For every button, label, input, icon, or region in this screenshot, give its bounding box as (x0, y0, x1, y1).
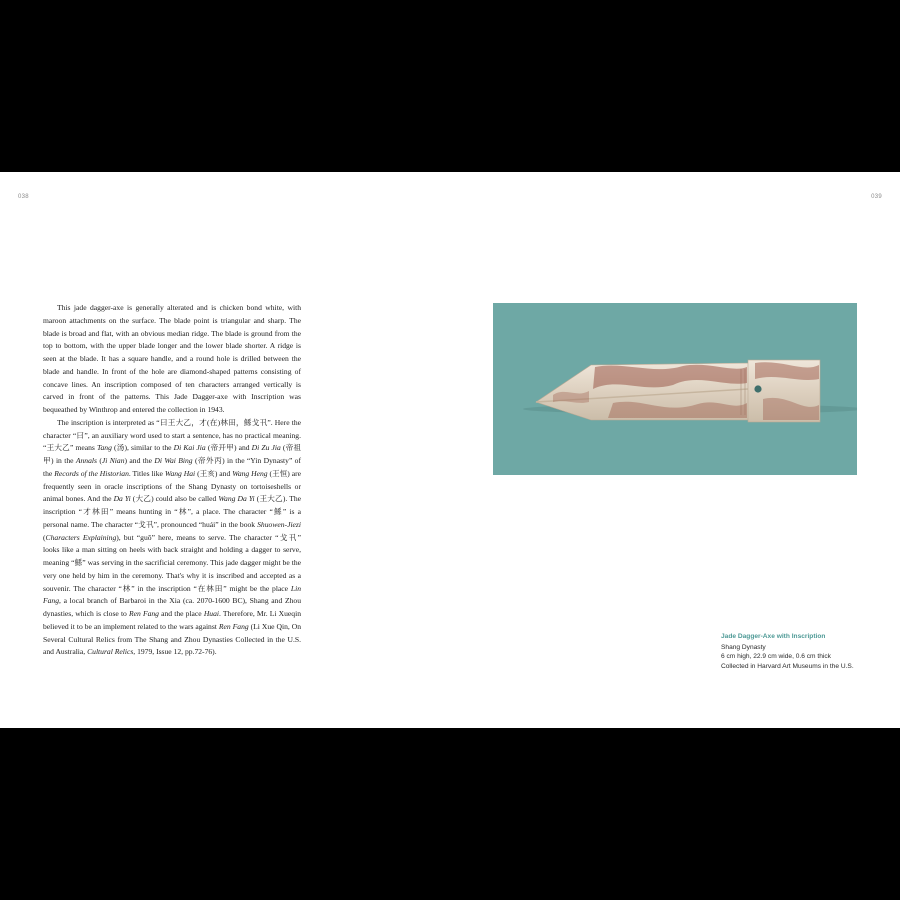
artifact-photo (493, 303, 857, 475)
caption-title: Jade Dagger-Axe with Inscription (721, 633, 826, 640)
body-text (43, 302, 301, 659)
left-page-number: 038 (18, 194, 29, 200)
caption-dimensions: 6 cm high, 22.9 cm wide, 0.6 cm thick (721, 653, 831, 661)
right-page-number: 039 (871, 194, 882, 200)
caption-dynasty: Shang Dynasty (721, 643, 766, 651)
book-spread (0, 172, 900, 728)
jade-dagger-axe-image (493, 303, 857, 475)
caption-collection: Collected in Harvard Art Museums in the U.S. (721, 662, 854, 670)
photo-caption (721, 632, 881, 671)
paragraph-description: This jade dagger-axe is generally alterated and is chicken bond white, with maroon attachments on the surface. The blade point is triangular and sharp. The blade is broad and flat, with an obvious median ridge. The blade is ground from the top to bottom, with the upper blade longer and the lower blade shorter. A ridge is seen at the blade. It has a square handle, and a round hole is drilled between the blade and handle. In front of the hole are diamond-shaped patterns consisting of concave lines. An inscription composed of ten characters arranged vertically is carved in front of the patterns. This Jade Dagger-axe with Inscription was bequeathed by Winthrop and entered the collection in 1943. (43, 303, 301, 414)
paragraph-inscription: The inscription is interpreted as “曰王大乙，才(在)林田，鯀戈卂”. Here the character “曰”, an auxiliary word used to start a sentence, has no practical meaning. “王大乙” means Tang (汤), similar to the Di Kai Jia (帝开甲) and Di Zu Jia (帝祖甲) in the Annals (Ji Nian) and the Di Wai Bing (帝外丙) in the “Yin Dynasty” of the Records of the Historian. Titles like Wang Hai (王亥) and Wang Heng (王恒) are frequently seen in oracle inscriptions of the Shang Dynasty on tortoiseshells or animal bones. And the Da Yi (大乙) could also be called Wang Da Yi (王大乙). The inscription “才林田” means hunting in “林”, a place. The character “鯀” is a personal name. The character “戈卂”, pronounced “huái” in the book Shuowen-Jiezi (Characters Explaining), but “guō” here, means to serve. The character “戈卂” looks like a man sitting on heels with back straight and holding a dagger to serve, meaning “鯀” was serving in the sacrificial ceremony. This jade dagger might be the very one held by him in the ceremony. That's why it is inscribed and accepted as a souvenir. The character “林” in the inscription “在林田” might be the place Lin Fang, a local branch of Barbaroi in the Xia (ca. 2070-1600 BC), Shang and Zhou dynasties, which is close to Ren Fang and the place Huai. Therefore, Mr. Li Xueqin believed it to be an implement related to the wars against Ren Fang (Li Xue Qin, On Several Cultural Relics from The Shang and Zhou Dynasties Collected in the U.S. and Australia, Cultural Relics, 1979, Issue 12, pp.72-76). (43, 417, 302, 657)
